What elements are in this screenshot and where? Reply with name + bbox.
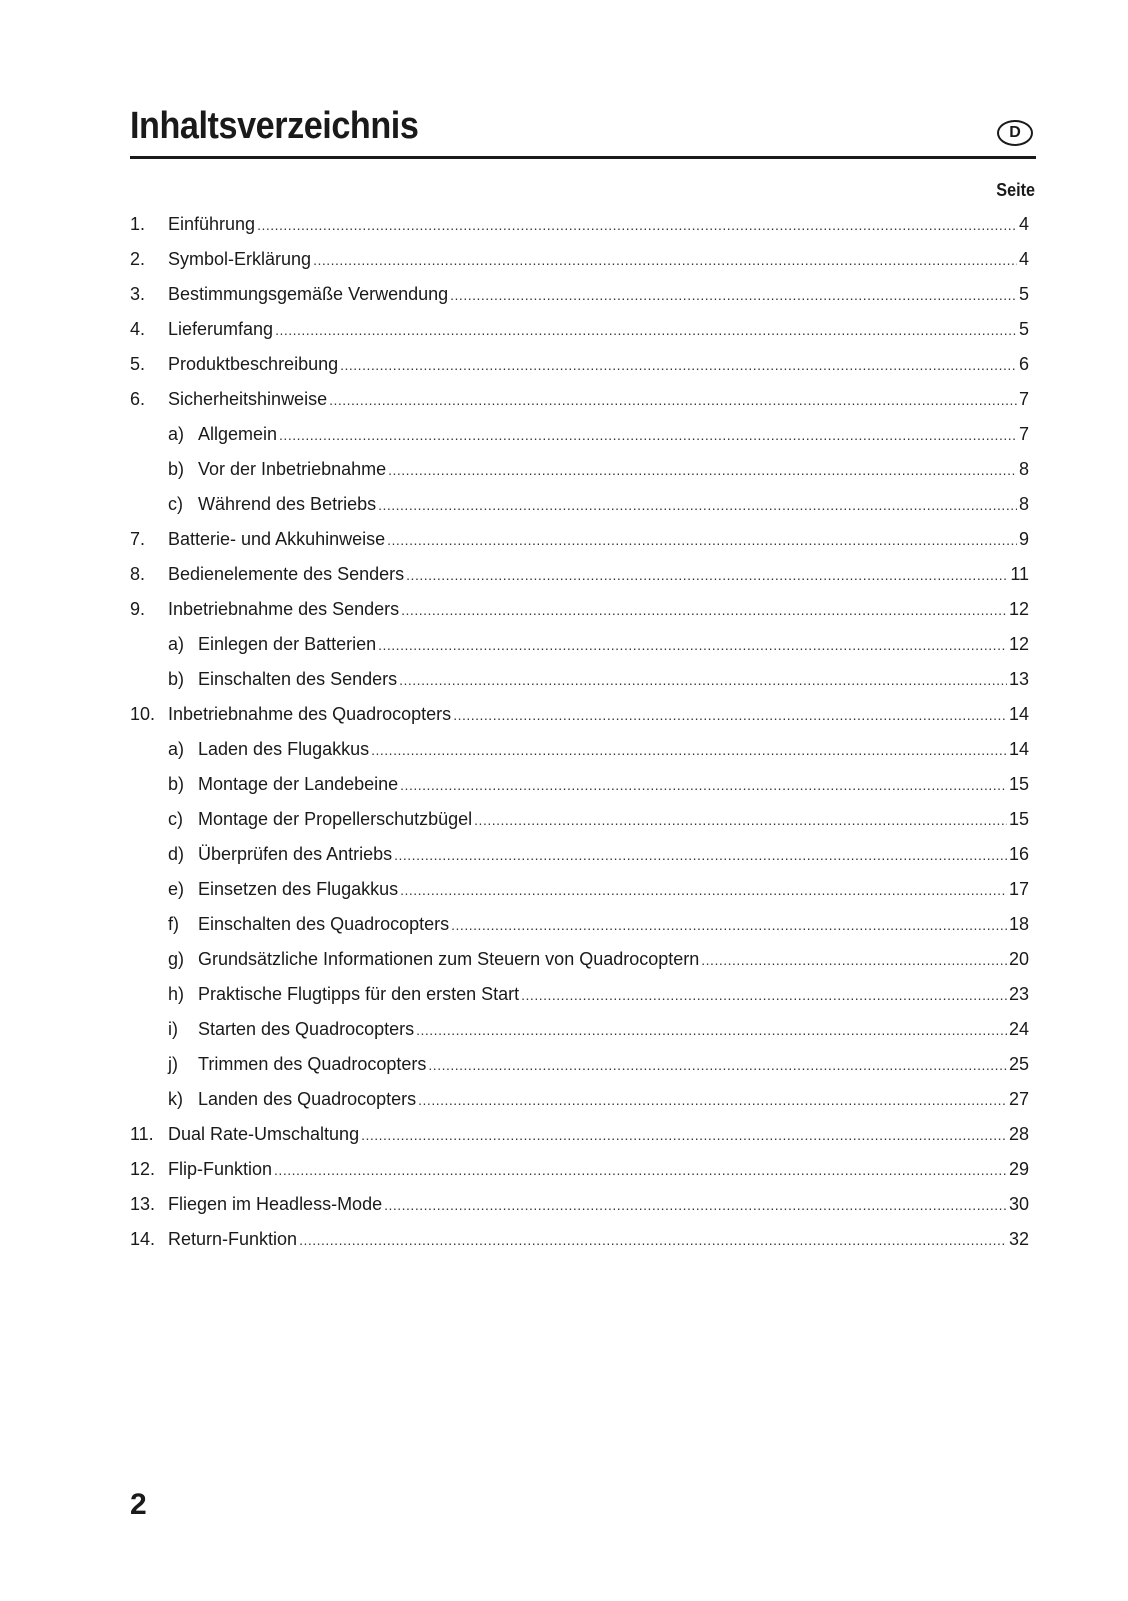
toc-entry-number: c) bbox=[168, 494, 183, 514]
toc-entry[interactable] bbox=[130, 1012, 1029, 1047]
toc-entry[interactable] bbox=[130, 1117, 1029, 1152]
toc-entry[interactable] bbox=[130, 942, 1029, 977]
toc-dot-leader bbox=[399, 670, 1007, 690]
toc-entry-page: 13 bbox=[1008, 669, 1029, 689]
toc-dot-leader bbox=[418, 1090, 1007, 1110]
toc-entry-label: Batterie- und Akkuhinweise bbox=[168, 529, 386, 549]
toc-entry-number: 7. bbox=[130, 529, 146, 549]
toc-entry-label: Sicherheitshinweise bbox=[168, 389, 328, 409]
toc-entry-page: 25 bbox=[1008, 1054, 1029, 1074]
toc-entry-number: 13. bbox=[130, 1194, 156, 1214]
toc-entry-number: 8. bbox=[130, 564, 146, 584]
toc-entry-number: d) bbox=[168, 844, 185, 864]
table-of-contents bbox=[130, 207, 1029, 1257]
toc-entry-page: 16 bbox=[1008, 844, 1029, 864]
toc-entry-page: 12 bbox=[1008, 599, 1029, 619]
toc-entry-label: Starten des Quadrocopters bbox=[198, 1019, 415, 1039]
toc-entry-page: 14 bbox=[1008, 739, 1029, 759]
page-title: Inhaltsverzeichnis bbox=[130, 105, 419, 147]
toc-entry-label: Dual Rate-Umschaltung bbox=[168, 1124, 360, 1144]
toc-dot-leader bbox=[450, 285, 1017, 305]
toc-entry-number: 5. bbox=[130, 354, 146, 374]
toc-entry[interactable] bbox=[130, 382, 1029, 417]
toc-entry-number: a) bbox=[168, 739, 185, 759]
toc-entry-number: i) bbox=[168, 1019, 178, 1039]
toc-entry-label: Laden des Flugakkus bbox=[198, 739, 370, 759]
toc-entry-number: 14. bbox=[130, 1229, 156, 1249]
toc-entry-page: 12 bbox=[1008, 634, 1029, 654]
toc-entry[interactable] bbox=[130, 662, 1029, 697]
toc-entry[interactable] bbox=[130, 312, 1029, 347]
toc-entry-label: Vor der Inbetriebnahme bbox=[198, 459, 387, 479]
toc-entry-page: 11 bbox=[1010, 564, 1029, 584]
toc-entry-page: 15 bbox=[1008, 809, 1029, 829]
toc-entry[interactable] bbox=[130, 522, 1029, 557]
toc-dot-leader bbox=[428, 1055, 1007, 1075]
toc-dot-leader bbox=[384, 1195, 1007, 1215]
toc-entry-label: Fliegen im Headless-Mode bbox=[168, 1194, 383, 1214]
toc-entry-number: 9. bbox=[130, 599, 146, 619]
toc-entry-number: h) bbox=[168, 984, 185, 1004]
toc-entry-label: Bedienelemente des Senders bbox=[168, 564, 405, 584]
toc-dot-leader bbox=[275, 320, 1017, 340]
toc-entry-number: a) bbox=[168, 424, 185, 444]
page-number: 2 bbox=[130, 1488, 147, 1521]
toc-dot-leader bbox=[406, 565, 1008, 585]
toc-dot-leader bbox=[361, 1125, 1007, 1145]
toc-entry[interactable] bbox=[130, 277, 1029, 312]
toc-entry[interactable] bbox=[130, 557, 1029, 592]
toc-dot-leader bbox=[313, 250, 1017, 270]
toc-entry[interactable] bbox=[130, 907, 1029, 942]
toc-entry-page: 29 bbox=[1008, 1159, 1029, 1179]
toc-dot-leader bbox=[274, 1160, 1007, 1180]
toc-entry-label: Einschalten des Quadrocopters bbox=[198, 914, 450, 934]
toc-entry-number: a) bbox=[168, 634, 185, 654]
toc-dot-leader bbox=[400, 775, 1007, 795]
page-column-header: Seite bbox=[996, 180, 1035, 200]
toc-dot-leader bbox=[400, 880, 1007, 900]
toc-entry-number: g) bbox=[168, 949, 185, 969]
toc-entry[interactable] bbox=[130, 802, 1029, 837]
toc-entry-label: Während des Betriebs bbox=[198, 494, 377, 514]
toc-entry-page: 28 bbox=[1008, 1124, 1029, 1144]
toc-dot-leader bbox=[279, 425, 1017, 445]
toc-entry-page: 9 bbox=[1018, 529, 1029, 549]
toc-dot-leader bbox=[371, 740, 1007, 760]
toc-entry-number: 4. bbox=[130, 319, 146, 339]
toc-dot-leader bbox=[387, 530, 1017, 550]
toc-entry-number: f) bbox=[168, 914, 179, 934]
toc-entry-number: b) bbox=[168, 669, 185, 689]
toc-entry-number: 10. bbox=[130, 704, 156, 724]
toc-entry-number: 12. bbox=[130, 1159, 156, 1179]
toc-dot-leader bbox=[388, 460, 1017, 480]
toc-entry-page: 15 bbox=[1008, 774, 1029, 794]
toc-entry[interactable] bbox=[130, 627, 1029, 662]
toc-dot-leader bbox=[378, 495, 1017, 515]
toc-entry-page: 18 bbox=[1008, 914, 1029, 934]
toc-entry[interactable] bbox=[130, 242, 1029, 277]
toc-dot-leader bbox=[378, 635, 1007, 655]
toc-entry-number: 11. bbox=[130, 1124, 154, 1144]
toc-entry[interactable] bbox=[130, 1222, 1029, 1257]
toc-dot-leader bbox=[521, 985, 1007, 1005]
toc-dot-leader bbox=[474, 810, 1007, 830]
toc-entry-page: 27 bbox=[1008, 1089, 1029, 1109]
toc-entry-label: Inbetriebnahme des Senders bbox=[168, 599, 400, 619]
toc-entry[interactable] bbox=[130, 417, 1029, 452]
toc-entry-page: 5 bbox=[1018, 319, 1029, 339]
toc-entry-label: Flip-Funktion bbox=[168, 1159, 273, 1179]
toc-dot-leader bbox=[453, 705, 1007, 725]
toc-entry[interactable] bbox=[130, 1082, 1029, 1117]
toc-entry[interactable] bbox=[130, 487, 1029, 522]
toc-entry[interactable] bbox=[130, 452, 1029, 487]
toc-entry-number: 1. bbox=[130, 214, 146, 234]
toc-entry[interactable] bbox=[130, 697, 1029, 732]
toc-entry-label: Einsetzen des Flugakkus bbox=[198, 879, 399, 899]
toc-dot-leader bbox=[329, 390, 1017, 410]
title-underline bbox=[130, 156, 1036, 159]
toc-entry-label: Inbetriebnahme des Quadrocopters bbox=[168, 704, 452, 724]
language-badge: D bbox=[997, 120, 1033, 146]
toc-entry-page: 8 bbox=[1018, 494, 1029, 514]
toc-entry-label: Symbol-Erklärung bbox=[168, 249, 312, 269]
toc-entry-number: b) bbox=[168, 774, 185, 794]
toc-entry-label: Landen des Quadrocopters bbox=[198, 1089, 417, 1109]
toc-entry-page: 24 bbox=[1008, 1019, 1029, 1039]
toc-entry-number: b) bbox=[168, 459, 185, 479]
toc-dot-leader bbox=[299, 1230, 1007, 1250]
toc-dot-leader bbox=[257, 215, 1017, 235]
toc-entry-label: Grundsätzliche Informationen zum Steuern von Quadrocoptern bbox=[198, 949, 700, 969]
toc-entry-label: Überprüfen des Antriebs bbox=[198, 844, 393, 864]
toc-entry-page: 7 bbox=[1018, 424, 1029, 444]
toc-entry-number: 2. bbox=[130, 249, 146, 269]
toc-entry-label: Produktbeschreibung bbox=[168, 354, 339, 374]
toc-entry-label: Einführung bbox=[168, 214, 256, 234]
toc-entry[interactable] bbox=[130, 732, 1029, 767]
toc-entry-label: Allgemein bbox=[198, 424, 278, 444]
toc-entry-number: e) bbox=[168, 879, 185, 899]
toc-entry[interactable] bbox=[130, 592, 1029, 627]
toc-entry-label: Bestimmungsgemäße Verwendung bbox=[168, 284, 449, 304]
toc-entry-page: 7 bbox=[1018, 389, 1029, 409]
toc-entry-label: Montage der Landebeine bbox=[198, 774, 399, 794]
toc-entry-label: Praktische Flugtipps für den ersten Start bbox=[198, 984, 520, 1004]
toc-entry-number: j) bbox=[168, 1054, 178, 1074]
toc-dot-leader bbox=[401, 600, 1007, 620]
toc-dot-leader bbox=[340, 355, 1017, 375]
toc-entry-page: 17 bbox=[1008, 879, 1029, 899]
toc-entry-page: 8 bbox=[1018, 459, 1029, 479]
toc-entry-label: Lieferumfang bbox=[168, 319, 274, 339]
toc-dot-leader bbox=[394, 845, 1007, 865]
toc-dot-leader bbox=[416, 1020, 1007, 1040]
toc-entry-number: c) bbox=[168, 809, 183, 829]
toc-entry[interactable] bbox=[130, 1152, 1029, 1187]
toc-entry-number: 6. bbox=[130, 389, 146, 409]
toc-dot-leader bbox=[451, 915, 1007, 935]
toc-entry-page: 4 bbox=[1018, 249, 1029, 269]
toc-entry-label: Trimmen des Quadrocopters bbox=[198, 1054, 427, 1074]
toc-entry-number: 3. bbox=[130, 284, 146, 304]
toc-entry-page: 6 bbox=[1018, 354, 1029, 374]
toc-entry-number: k) bbox=[168, 1089, 183, 1109]
toc-entry-page: 23 bbox=[1008, 984, 1029, 1004]
toc-entry[interactable] bbox=[130, 1047, 1029, 1082]
toc-entry-label: Einschalten des Senders bbox=[198, 669, 398, 689]
toc-entry[interactable] bbox=[130, 347, 1029, 382]
toc-entry[interactable] bbox=[130, 767, 1029, 802]
toc-entry-page: 5 bbox=[1018, 284, 1029, 304]
toc-entry-page: 32 bbox=[1008, 1229, 1029, 1249]
toc-entry-page: 14 bbox=[1008, 704, 1029, 724]
toc-entry-page: 4 bbox=[1018, 214, 1029, 234]
toc-entry[interactable] bbox=[130, 872, 1029, 907]
toc-entry[interactable] bbox=[130, 207, 1029, 242]
toc-entry-label: Montage der Propellerschutzbügel bbox=[198, 809, 473, 829]
toc-entry-page: 20 bbox=[1008, 949, 1029, 969]
toc-entry-page: 30 bbox=[1008, 1194, 1029, 1214]
toc-entry-label: Return-Funktion bbox=[168, 1229, 298, 1249]
toc-entry[interactable] bbox=[130, 1187, 1029, 1222]
toc-entry-label: Einlegen der Batterien bbox=[198, 634, 377, 654]
toc-entry[interactable] bbox=[130, 837, 1029, 872]
toc-entry[interactable] bbox=[130, 977, 1029, 1012]
toc-dot-leader bbox=[701, 950, 1007, 970]
